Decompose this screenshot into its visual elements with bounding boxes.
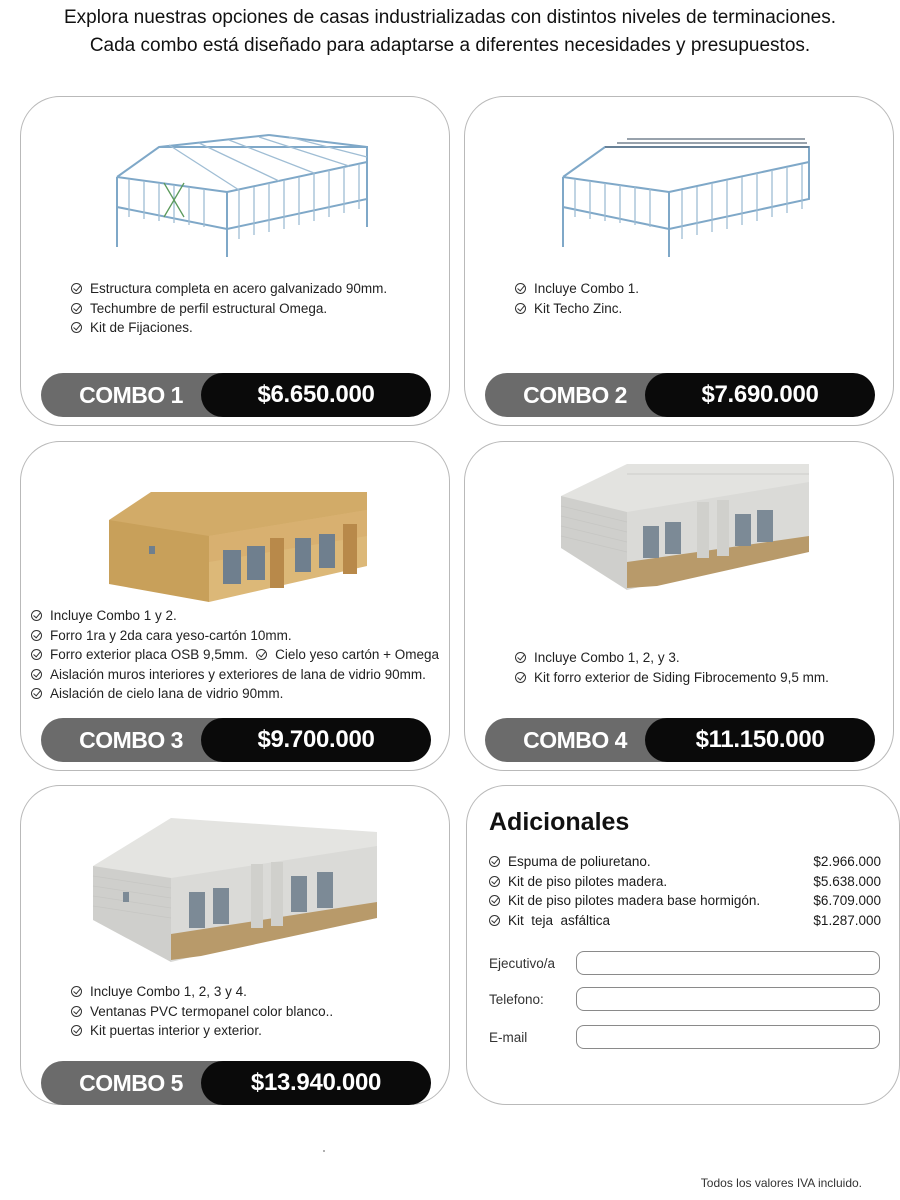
check-icon: [31, 688, 42, 699]
feature-item: Ventanas PVC termopanel color blanco..: [71, 1002, 333, 1022]
stray-dot: [323, 1150, 325, 1152]
combo-1-card[interactable]: [20, 96, 450, 426]
combo-4-bar[interactable]: [485, 718, 875, 762]
combo-5-bar[interactable]: [41, 1061, 431, 1105]
intro-line-1: Explora nuestras opciones de casas industrializadas con distintos niveles de terminaciones.: [63, 7, 837, 28]
feature-item: Kit Techo Zinc.: [515, 299, 639, 319]
combo-2-features: [515, 279, 639, 318]
check-icon: [489, 856, 500, 867]
email-input[interactable]: [576, 1025, 880, 1049]
combo-price: $11.150.000: [645, 718, 875, 762]
telefono-input[interactable]: [576, 987, 880, 1011]
check-icon: [71, 1025, 82, 1036]
feature-item: Incluye Combo 1, 2, y 3.: [515, 648, 829, 668]
check-icon: [489, 895, 500, 906]
email-label: E-mail: [489, 1030, 528, 1045]
ejecutivo-label: Ejecutivo/a: [489, 956, 556, 971]
check-icon: [31, 630, 42, 641]
adicional-item: Espuma de poliuretano. $2.966.000: [489, 852, 881, 872]
feature-item: Forro 1ra y 2da cara yeso-cartón 10mm.: [31, 626, 439, 646]
combo-5-card[interactable]: [20, 785, 450, 1105]
check-icon: [31, 610, 42, 621]
finished-house-illustration: [91, 816, 381, 966]
combo-price: $7.690.000: [645, 373, 875, 417]
check-icon: [489, 876, 500, 887]
feature-item: Techumbre de perfil estructural Omega.: [71, 299, 387, 319]
combo-2-card[interactable]: [464, 96, 894, 426]
iva-footnote: Todos los valores IVA incluido.: [700, 1176, 862, 1190]
combo-name: COMBO 2: [523, 382, 627, 408]
combo-price: $13.940.000: [201, 1061, 431, 1105]
check-icon: [515, 283, 526, 294]
combo-2-bar[interactable]: [485, 373, 875, 417]
siding-house-illustration: [557, 462, 813, 596]
combo-4-card[interactable]: [464, 441, 894, 771]
feature-item: Kit puertas interior y exterior.: [71, 1021, 333, 1041]
feature-item: Aislación de cielo lana de vidrio 90mm.: [31, 684, 439, 704]
combo-name: COMBO 5: [79, 1070, 183, 1096]
intro-line-2: Cada combo está diseñado para adaptarse a diferentes necesidades y presupuestos.: [89, 35, 811, 56]
adicionales-card: [466, 785, 900, 1105]
feature-item: Aislación muros interiores y exteriores de lana de vidrio 90mm.: [31, 665, 439, 685]
check-icon: [515, 672, 526, 683]
combo-3-features: [31, 606, 439, 704]
combo-5-features: [71, 982, 333, 1041]
feature-item: Estructura completa en acero galvanizado 90mm.: [71, 279, 387, 299]
combo-name: COMBO 4: [523, 727, 627, 753]
combo-1-bar[interactable]: [41, 373, 431, 417]
adicionales-title: Adicionales: [489, 808, 630, 836]
combo-price: $9.700.000: [201, 718, 431, 762]
check-icon: [256, 649, 267, 660]
email-field-row: [489, 1025, 881, 1051]
check-icon: [71, 322, 82, 333]
ejecutivo-field-row: [489, 951, 881, 977]
combo-name: COMBO 3: [79, 727, 183, 753]
osb-house-illustration: [105, 466, 371, 602]
check-icon: [71, 1006, 82, 1017]
steel-frame-zinc-roof-illustration: [557, 117, 813, 257]
check-icon: [515, 303, 526, 314]
check-icon: [71, 303, 82, 314]
feature-item: Incluye Combo 1.: [515, 279, 639, 299]
check-icon: [71, 283, 82, 294]
feature-item: Kit de Fijaciones.: [71, 318, 387, 338]
combo-name: COMBO 1: [79, 382, 183, 408]
feature-item: Kit forro exterior de Siding Fibrocemento 9,5 mm.: [515, 668, 829, 688]
ejecutivo-input[interactable]: [576, 951, 880, 975]
combo-4-features: [515, 648, 829, 687]
combo-1-features: [71, 279, 387, 338]
adicional-item: Kit de piso pilotes madera. $5.638.000: [489, 872, 881, 892]
feature-item: Incluye Combo 1, 2, 3 y 4.: [71, 982, 333, 1002]
adicional-item: Kit teja asfáltica $1.287.000: [489, 911, 881, 931]
combo-price: $6.650.000: [201, 373, 431, 417]
telefono-label: Telefono:: [489, 992, 544, 1007]
combo-3-card[interactable]: [20, 441, 450, 771]
adicionales-list: [489, 852, 881, 930]
combo-3-bar[interactable]: [41, 718, 431, 762]
check-icon: [71, 986, 82, 997]
steel-frame-illustration: [109, 117, 371, 257]
telefono-field-row: [489, 987, 881, 1013]
check-icon: [31, 649, 42, 660]
check-icon: [489, 915, 500, 926]
intro-text: [0, 4, 900, 60]
adicional-item: Kit de piso pilotes madera base hormigón. $6.709.000: [489, 891, 881, 911]
feature-item: Incluye Combo 1 y 2.: [31, 606, 439, 626]
check-icon: [31, 669, 42, 680]
feature-item: Forro exterior placa OSB 9,5mm. Cielo yeso cartón + Omega: [31, 645, 439, 665]
check-icon: [515, 652, 526, 663]
